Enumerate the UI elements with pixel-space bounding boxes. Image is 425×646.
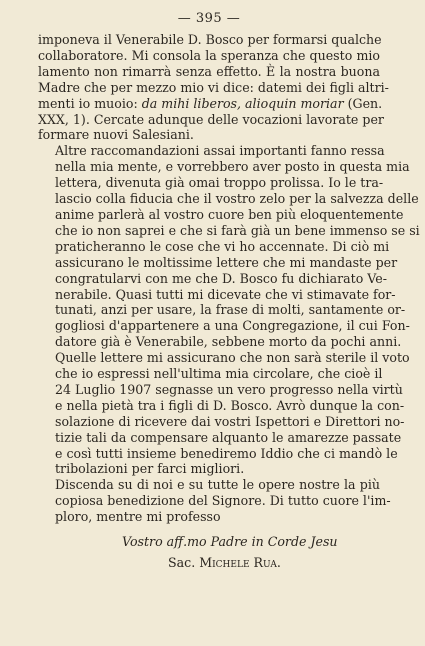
text-line: che io espressi nell'ultima mia circolare, che cioè il	[55, 366, 383, 382]
text-line: Quelle lettere mi assicurano che non sarà sterile il voto	[55, 350, 410, 366]
page-number: — 395 —	[177, 11, 241, 26]
text-line: tribolazioni per farci migliori.	[55, 461, 245, 477]
text-line: gogliosi d'appartenere a una Congregazione, il cui Fon-	[55, 318, 410, 334]
latin-quote: da mihi liberos, alioquin moriar	[141, 95, 344, 111]
text-line: menti io muoio: da mihi liberos, alioquin moriar (Gen.	[38, 95, 383, 111]
text-line: solazione di ricevere dai vostri Ispettori e Direttori no-	[55, 413, 405, 429]
signature-block	[38, 533, 380, 571]
text-line: lascio colla fiducia che il vostro zelo per la salvezza delle	[55, 191, 419, 207]
text-line: Madre che per mezzo mio vi dice: datemi dei figli altri-	[38, 79, 389, 95]
text-line: Altre raccomandazioni assai importanti fanno ressa	[55, 143, 385, 159]
text-line: e così tutti insieme benediremo Iddio che ci mandò le	[55, 445, 398, 461]
signer	[38, 554, 380, 571]
text-line: XXX, 1). Cercate adunque delle vocazioni lavorate per	[38, 111, 384, 127]
text-line: 24 Luglio 1907 segnasse un vero progresso nella virtù	[55, 381, 403, 397]
text-line: praticheranno le cose che vi ho accennate. Di ciò mi	[55, 238, 390, 254]
text-line: che io non saprei e che si farà già un bene immenso se si	[55, 222, 420, 238]
signer-title: Sac.	[168, 555, 196, 571]
text-line: tizie tali da compensare alquanto le amarezze passate	[55, 429, 402, 445]
paragraph	[38, 32, 389, 143]
text-line: datore già è Venerabile, sebbene morto da pochi anni.	[55, 334, 402, 350]
text-line: copiosa benedizione del Signore. Di tutto cuore l'im-	[55, 493, 391, 509]
text-line: lamento non rimarrà senza effetto. È la nostra buona	[38, 63, 380, 79]
page	[38, 10, 420, 571]
text-line: nerabile. Quasi tutti mi dicevate che vi stimavate for-	[55, 286, 396, 302]
text-line: formare nuovi Salesiani.	[38, 127, 194, 143]
paragraph	[38, 143, 420, 477]
text-line: nella mia mente, e vorrebbero aver posto in questa mia	[55, 159, 410, 175]
text-line: e nella pietà tra i figli di D. Bosco. Avrò dunque la con-	[55, 397, 405, 413]
text-line: collaboratore. Mi consola la speranza che questo mio	[38, 47, 380, 63]
paragraph	[38, 477, 391, 525]
text-line: anime parlerà al vostro cuore ben più eloquentemente	[55, 206, 404, 222]
text-line: congratularvi con me che D. Bosco fu dichiarato Ve-	[55, 270, 387, 286]
text-line: ploro, mentre mi professo	[55, 509, 221, 525]
text-line: lettera, divenuta già omai troppo prolissa. Io le tra-	[55, 175, 384, 191]
signer-name: Michele Rua.	[199, 555, 281, 571]
text-line: assicurano le moltissime lettere che mi mandaste per	[55, 254, 398, 270]
text-line: Discenda su di noi e su tutte le opere nostre la più	[55, 477, 380, 493]
text-line: imponeva il Venerabile D. Bosco per formarsi qualche	[38, 32, 382, 47]
letter-body	[38, 32, 420, 525]
closing-formula: Vostro aff.mo Padre in Corde Jesu	[122, 534, 338, 550]
text-line: tunati, anzi per usare, la frase di molti, santamente or-	[55, 302, 406, 318]
